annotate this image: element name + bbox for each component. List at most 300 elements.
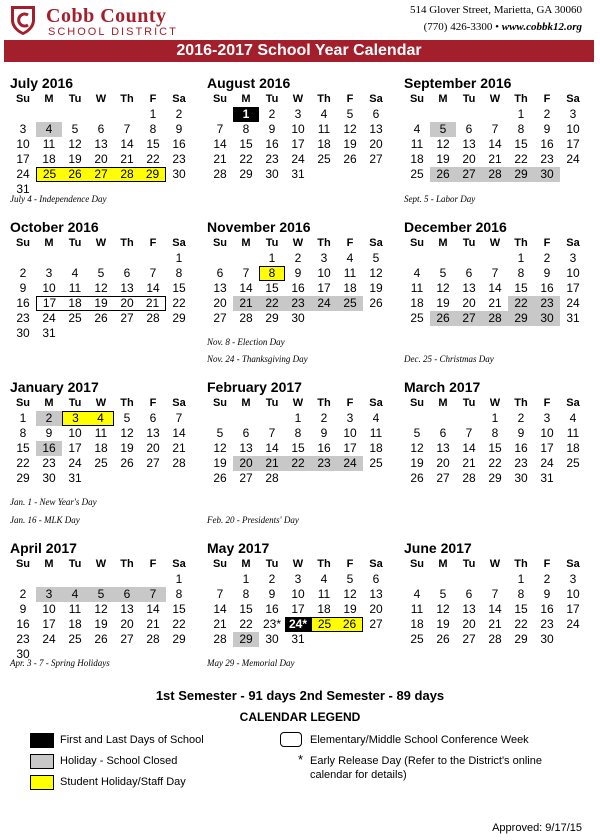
day-cell[interactable]: 24* bbox=[285, 617, 311, 632]
day-cell[interactable]: 18 bbox=[343, 281, 357, 295]
day-cell[interactable]: 30 bbox=[42, 471, 56, 485]
day-cell[interactable]: 23 bbox=[16, 632, 30, 646]
day-cell[interactable]: 7 bbox=[242, 266, 250, 280]
day-cell[interactable]: 16 bbox=[16, 296, 30, 310]
day-cell[interactable]: 12 bbox=[94, 281, 108, 295]
day-cell[interactable]: 18 bbox=[68, 617, 82, 631]
day-cell[interactable]: 3 bbox=[45, 266, 53, 280]
day-cell[interactable]: 20 bbox=[114, 296, 140, 311]
day-cell[interactable]: 7 bbox=[491, 122, 499, 136]
day-cell[interactable]: 4 bbox=[71, 266, 79, 280]
day-cell[interactable]: 15 bbox=[514, 281, 528, 295]
day-cell[interactable]: 12 bbox=[68, 137, 82, 151]
day-cell[interactable]: 28 bbox=[482, 167, 508, 182]
day-cell[interactable]: 4 bbox=[62, 587, 88, 602]
day-cell[interactable]: 22 bbox=[514, 152, 528, 166]
day-cell[interactable]: 23 bbox=[265, 152, 279, 166]
day-cell[interactable]: 15 bbox=[488, 441, 502, 455]
day-cell[interactable]: 25 bbox=[68, 632, 82, 646]
day-cell[interactable]: 9 bbox=[294, 266, 302, 280]
day-cell[interactable]: 1 bbox=[233, 107, 259, 122]
day-cell[interactable]: 20 bbox=[462, 617, 476, 631]
day-cell[interactable]: 13 bbox=[369, 587, 383, 601]
day-cell[interactable]: 10 bbox=[566, 122, 580, 136]
day-cell[interactable]: 20 bbox=[462, 296, 476, 310]
day-cell[interactable]: 24 bbox=[68, 456, 82, 470]
day-cell[interactable]: 14 bbox=[488, 602, 502, 616]
day-cell[interactable]: 2 bbox=[320, 411, 328, 425]
day-cell[interactable]: 21 bbox=[488, 152, 502, 166]
day-cell[interactable]: 8 bbox=[491, 426, 499, 440]
day-cell[interactable]: 25 bbox=[94, 456, 108, 470]
day-cell[interactable]: 4 bbox=[413, 266, 421, 280]
day-cell[interactable]: 21 bbox=[140, 296, 166, 311]
day-cell[interactable]: 26 bbox=[343, 152, 357, 166]
day-cell[interactable]: 13 bbox=[120, 602, 134, 616]
day-cell[interactable]: 1 bbox=[294, 411, 302, 425]
day-cell[interactable]: 9 bbox=[175, 122, 183, 136]
day-cell[interactable]: 3 bbox=[294, 107, 302, 121]
day-cell[interactable]: 26 bbox=[120, 456, 134, 470]
day-cell[interactable]: 2 bbox=[19, 266, 27, 280]
day-cell[interactable]: 9 bbox=[543, 266, 551, 280]
day-cell[interactable]: 16 bbox=[540, 602, 554, 616]
day-cell[interactable]: 6 bbox=[114, 587, 140, 602]
day-cell[interactable]: 16 bbox=[317, 441, 331, 455]
day-cell[interactable]: 22 bbox=[239, 617, 253, 631]
day-cell[interactable]: 30 bbox=[540, 632, 554, 646]
day-cell[interactable]: 16 bbox=[514, 441, 528, 455]
day-cell[interactable]: 16 bbox=[36, 441, 62, 456]
day-cell[interactable]: 18 bbox=[369, 441, 383, 455]
day-cell[interactable]: 15 bbox=[16, 441, 30, 455]
day-cell[interactable]: 6 bbox=[97, 122, 105, 136]
day-cell[interactable]: 16 bbox=[540, 137, 554, 151]
day-cell[interactable]: 24 bbox=[42, 632, 56, 646]
day-cell[interactable]: 30 bbox=[16, 647, 30, 661]
day-cell[interactable]: 26 bbox=[410, 471, 424, 485]
day-cell[interactable]: 23 bbox=[540, 617, 554, 631]
day-cell[interactable]: 18 bbox=[62, 296, 88, 311]
day-cell[interactable]: 15 bbox=[265, 281, 279, 295]
day-cell[interactable]: 7 bbox=[268, 426, 276, 440]
day-cell[interactable]: 19 bbox=[369, 281, 383, 295]
day-cell[interactable]: 16 bbox=[265, 137, 279, 151]
day-cell[interactable]: 6 bbox=[372, 572, 380, 586]
day-cell[interactable]: 27 bbox=[120, 311, 134, 325]
day-cell[interactable]: 19 bbox=[68, 152, 82, 166]
day-cell[interactable]: 10 bbox=[540, 426, 554, 440]
day-cell[interactable]: 3 bbox=[320, 251, 328, 265]
day-cell[interactable]: 29 bbox=[140, 167, 166, 182]
day-cell[interactable]: 14 bbox=[213, 602, 227, 616]
day-cell[interactable]: 15 bbox=[172, 281, 186, 295]
day-cell[interactable]: 2 bbox=[543, 251, 551, 265]
day-cell[interactable]: 1 bbox=[491, 411, 499, 425]
day-cell[interactable]: 27 bbox=[239, 471, 253, 485]
day-cell[interactable]: 18 bbox=[410, 617, 424, 631]
day-cell[interactable]: 2 bbox=[543, 107, 551, 121]
day-cell[interactable]: 3 bbox=[62, 411, 88, 426]
day-cell[interactable]: 22 bbox=[514, 617, 528, 631]
day-cell[interactable]: 5 bbox=[97, 266, 105, 280]
day-cell[interactable]: 28 bbox=[265, 471, 279, 485]
day-cell[interactable]: 11 bbox=[343, 266, 357, 280]
day-cell[interactable]: 19 bbox=[436, 152, 450, 166]
day-cell[interactable]: 1 bbox=[517, 572, 525, 586]
day-cell[interactable]: 22 bbox=[239, 152, 253, 166]
day-cell[interactable]: 15 bbox=[239, 602, 253, 616]
day-cell[interactable]: 10 bbox=[566, 587, 580, 601]
day-cell[interactable]: 3 bbox=[36, 587, 62, 602]
day-cell[interactable]: 23 bbox=[16, 311, 30, 325]
day-cell[interactable]: 19 bbox=[213, 456, 227, 470]
day-cell[interactable]: 12 bbox=[410, 441, 424, 455]
day-cell[interactable]: 3 bbox=[346, 411, 354, 425]
day-cell[interactable]: 10 bbox=[291, 122, 305, 136]
day-cell[interactable]: 4 bbox=[36, 122, 62, 137]
day-cell[interactable]: 19 bbox=[120, 441, 134, 455]
day-cell[interactable]: 5 bbox=[71, 122, 79, 136]
day-cell[interactable]: 11 bbox=[317, 587, 331, 601]
day-cell[interactable]: 24 bbox=[566, 152, 580, 166]
day-cell[interactable]: 10 bbox=[42, 281, 56, 295]
day-cell[interactable]: 3 bbox=[569, 572, 577, 586]
day-cell[interactable]: 31 bbox=[68, 471, 82, 485]
day-cell[interactable]: 23 bbox=[311, 456, 337, 471]
day-cell[interactable]: 18 bbox=[317, 602, 331, 616]
day-cell[interactable]: 2 bbox=[268, 572, 276, 586]
day-cell[interactable]: 14 bbox=[172, 426, 186, 440]
day-cell[interactable]: 9 bbox=[268, 587, 276, 601]
day-cell[interactable]: 28 bbox=[488, 632, 502, 646]
day-cell[interactable]: 15 bbox=[514, 137, 528, 151]
day-cell[interactable]: 1 bbox=[175, 251, 183, 265]
day-cell[interactable]: 22 bbox=[259, 296, 285, 311]
day-cell[interactable]: 31 bbox=[42, 326, 56, 340]
day-cell[interactable]: 9 bbox=[543, 122, 551, 136]
day-cell[interactable]: 12 bbox=[369, 266, 383, 280]
day-cell[interactable]: 21 bbox=[172, 441, 186, 455]
day-cell[interactable]: 16 bbox=[265, 602, 279, 616]
day-cell[interactable]: 22 bbox=[508, 296, 534, 311]
day-cell[interactable]: 21 bbox=[146, 617, 160, 631]
day-cell[interactable]: 27 bbox=[120, 632, 134, 646]
day-cell[interactable]: 25 bbox=[410, 311, 424, 325]
day-cell[interactable]: 7 bbox=[216, 122, 224, 136]
day-cell[interactable]: 29 bbox=[233, 632, 259, 647]
day-cell[interactable]: 21 bbox=[213, 617, 227, 631]
day-cell[interactable]: 5 bbox=[216, 426, 224, 440]
day-cell[interactable]: 28 bbox=[213, 167, 227, 181]
day-cell[interactable]: 17 bbox=[36, 296, 62, 311]
day-cell[interactable]: 25 bbox=[410, 167, 424, 181]
day-cell[interactable]: 28 bbox=[482, 311, 508, 326]
day-cell[interactable]: 30 bbox=[172, 167, 186, 181]
day-cell[interactable]: 27 bbox=[213, 311, 227, 325]
day-cell[interactable]: 8 bbox=[259, 266, 285, 281]
day-cell[interactable]: 2 bbox=[19, 587, 27, 601]
day-cell[interactable]: 2 bbox=[36, 411, 62, 426]
day-cell[interactable]: 3 bbox=[294, 572, 302, 586]
day-cell[interactable]: 27 bbox=[88, 167, 114, 182]
day-cell[interactable]: 28 bbox=[146, 632, 160, 646]
day-cell[interactable]: 10 bbox=[317, 266, 331, 280]
day-cell[interactable]: 13 bbox=[462, 137, 476, 151]
day-cell[interactable]: 26 bbox=[430, 311, 456, 326]
day-cell[interactable]: 13 bbox=[369, 122, 383, 136]
day-cell[interactable]: 7 bbox=[491, 587, 499, 601]
day-cell[interactable]: 6 bbox=[372, 107, 380, 121]
day-cell[interactable]: 28 bbox=[146, 311, 160, 325]
day-cell[interactable]: 24 bbox=[566, 296, 580, 310]
day-cell[interactable]: 24 bbox=[566, 617, 580, 631]
day-cell[interactable]: 4 bbox=[413, 587, 421, 601]
day-cell[interactable]: 6 bbox=[465, 122, 473, 136]
day-cell[interactable]: 1 bbox=[19, 411, 27, 425]
day-cell[interactable]: 11 bbox=[410, 281, 424, 295]
day-cell[interactable]: 13 bbox=[462, 281, 476, 295]
day-cell[interactable]: 29 bbox=[508, 167, 534, 182]
day-cell[interactable]: 7 bbox=[123, 122, 131, 136]
day-cell[interactable]: 21 bbox=[120, 152, 134, 166]
day-cell[interactable]: 4 bbox=[320, 107, 328, 121]
day-cell[interactable]: 21 bbox=[259, 456, 285, 471]
day-cell[interactable]: 25 bbox=[410, 632, 424, 646]
day-cell[interactable]: 6 bbox=[439, 426, 447, 440]
day-cell[interactable]: 30 bbox=[16, 326, 30, 340]
day-cell[interactable]: 12 bbox=[436, 281, 450, 295]
day-cell[interactable]: 11 bbox=[369, 426, 383, 440]
day-cell[interactable]: 31 bbox=[540, 471, 554, 485]
day-cell[interactable]: 27 bbox=[456, 311, 482, 326]
day-cell[interactable]: 26 bbox=[62, 167, 88, 182]
day-cell[interactable]: 6 bbox=[465, 587, 473, 601]
day-cell[interactable]: 27 bbox=[369, 152, 383, 166]
day-cell[interactable]: 21 bbox=[488, 617, 502, 631]
day-cell[interactable]: 8 bbox=[175, 266, 183, 280]
day-cell[interactable]: 10 bbox=[16, 137, 30, 151]
day-cell[interactable]: 5 bbox=[413, 426, 421, 440]
day-cell[interactable]: 18 bbox=[94, 441, 108, 455]
day-cell[interactable]: 22 bbox=[16, 456, 30, 470]
day-cell[interactable]: 12 bbox=[120, 426, 134, 440]
day-cell[interactable]: 23 bbox=[172, 152, 186, 166]
day-cell[interactable]: 9 bbox=[543, 587, 551, 601]
day-cell[interactable]: 3 bbox=[569, 107, 577, 121]
day-cell[interactable]: 3 bbox=[569, 251, 577, 265]
day-cell[interactable]: 12 bbox=[343, 122, 357, 136]
day-cell[interactable]: 25 bbox=[566, 456, 580, 470]
day-cell[interactable]: 27 bbox=[456, 167, 482, 182]
day-cell[interactable]: 16 bbox=[172, 137, 186, 151]
day-cell[interactable]: 13 bbox=[94, 137, 108, 151]
day-cell[interactable]: 20 bbox=[436, 456, 450, 470]
day-cell[interactable]: 23 bbox=[534, 296, 560, 311]
day-cell[interactable]: 14 bbox=[488, 281, 502, 295]
day-cell[interactable]: 1 bbox=[517, 251, 525, 265]
day-cell[interactable]: 2 bbox=[517, 411, 525, 425]
day-cell[interactable]: 24 bbox=[16, 167, 30, 181]
day-cell[interactable]: 23* bbox=[262, 617, 282, 631]
day-cell[interactable]: 23 bbox=[285, 296, 311, 311]
day-cell[interactable]: 26 bbox=[94, 632, 108, 646]
day-cell[interactable]: 8 bbox=[175, 587, 183, 601]
district-logo[interactable] bbox=[8, 4, 208, 38]
day-cell[interactable]: 7 bbox=[465, 426, 473, 440]
day-cell[interactable]: 8 bbox=[19, 426, 27, 440]
day-cell[interactable]: 6 bbox=[242, 426, 250, 440]
day-cell[interactable]: 29 bbox=[172, 632, 186, 646]
day-cell[interactable]: 31 bbox=[16, 182, 30, 196]
day-cell[interactable]: 8 bbox=[242, 587, 250, 601]
day-cell[interactable]: 16 bbox=[291, 281, 305, 295]
day-cell[interactable]: 28 bbox=[114, 167, 140, 182]
district-website-link[interactable]: www.cobbk12.org bbox=[501, 21, 582, 33]
day-cell[interactable]: 12 bbox=[436, 137, 450, 151]
day-cell[interactable]: 20 bbox=[120, 617, 134, 631]
day-cell[interactable]: 19 bbox=[410, 456, 424, 470]
day-cell[interactable]: 25 bbox=[311, 617, 337, 632]
day-cell[interactable]: 17 bbox=[317, 281, 331, 295]
day-cell[interactable]: 8 bbox=[149, 122, 157, 136]
day-cell[interactable]: 19 bbox=[343, 137, 357, 151]
day-cell[interactable]: 14 bbox=[239, 281, 253, 295]
day-cell[interactable]: 19 bbox=[88, 296, 114, 311]
day-cell[interactable]: 26 bbox=[369, 296, 383, 310]
day-cell[interactable]: 5 bbox=[430, 122, 456, 137]
day-cell[interactable]: 30 bbox=[291, 311, 305, 325]
day-cell[interactable]: 2 bbox=[294, 251, 302, 265]
day-cell[interactable]: 5 bbox=[372, 251, 380, 265]
day-cell[interactable]: 19 bbox=[436, 296, 450, 310]
day-cell[interactable]: 7 bbox=[216, 587, 224, 601]
day-cell[interactable]: 31 bbox=[291, 632, 305, 646]
day-cell[interactable]: 24 bbox=[42, 311, 56, 325]
day-cell[interactable]: 25 bbox=[317, 152, 331, 166]
day-cell[interactable]: 17 bbox=[540, 441, 554, 455]
day-cell[interactable]: 11 bbox=[317, 122, 331, 136]
day-cell[interactable]: 22 bbox=[146, 152, 160, 166]
day-cell[interactable]: 14 bbox=[120, 137, 134, 151]
day-cell[interactable]: 13 bbox=[213, 281, 227, 295]
day-cell[interactable]: 29 bbox=[239, 167, 253, 181]
day-cell[interactable]: 17 bbox=[42, 617, 56, 631]
day-cell[interactable]: 10 bbox=[291, 587, 305, 601]
day-cell[interactable]: 20 bbox=[369, 602, 383, 616]
day-cell[interactable]: 1 bbox=[242, 572, 250, 586]
day-cell[interactable]: 25 bbox=[36, 167, 62, 182]
day-cell[interactable]: 14 bbox=[146, 281, 160, 295]
day-cell[interactable]: 17 bbox=[566, 281, 580, 295]
day-cell[interactable]: 6 bbox=[216, 266, 224, 280]
day-cell[interactable]: 25 bbox=[369, 456, 383, 470]
day-cell[interactable]: 5 bbox=[346, 107, 354, 121]
day-cell[interactable]: 9 bbox=[268, 122, 276, 136]
day-cell[interactable]: 15 bbox=[291, 441, 305, 455]
day-cell[interactable]: 2 bbox=[268, 107, 276, 121]
day-cell[interactable]: 17 bbox=[566, 137, 580, 151]
day-cell[interactable]: 7 bbox=[491, 266, 499, 280]
day-cell[interactable]: 18 bbox=[317, 137, 331, 151]
day-cell[interactable]: 9 bbox=[517, 426, 525, 440]
day-cell[interactable]: 22 bbox=[488, 456, 502, 470]
day-cell[interactable]: 14 bbox=[213, 137, 227, 151]
day-cell[interactable]: 1 bbox=[268, 251, 276, 265]
day-cell[interactable]: 21 bbox=[462, 456, 476, 470]
day-cell[interactable]: 21 bbox=[233, 296, 259, 311]
day-cell[interactable]: 25 bbox=[337, 296, 363, 311]
day-cell[interactable]: 26 bbox=[337, 617, 363, 632]
day-cell[interactable]: 21 bbox=[488, 296, 502, 310]
day-cell[interactable]: 24 bbox=[291, 152, 305, 166]
day-cell[interactable]: 30 bbox=[534, 311, 560, 326]
day-cell[interactable]: 19 bbox=[343, 602, 357, 616]
day-cell[interactable]: 9 bbox=[19, 281, 27, 295]
day-cell[interactable]: 8 bbox=[294, 426, 302, 440]
day-cell[interactable]: 10 bbox=[42, 602, 56, 616]
day-cell[interactable]: 29 bbox=[514, 632, 528, 646]
day-cell[interactable]: 11 bbox=[410, 602, 424, 616]
day-cell[interactable]: 8 bbox=[517, 266, 525, 280]
day-cell[interactable]: 26 bbox=[436, 632, 450, 646]
day-cell[interactable]: 26 bbox=[430, 167, 456, 182]
day-cell[interactable]: 5 bbox=[439, 587, 447, 601]
day-cell[interactable]: 10 bbox=[343, 426, 357, 440]
day-cell[interactable]: 23 bbox=[42, 456, 56, 470]
day-cell[interactable]: 10 bbox=[566, 266, 580, 280]
day-cell[interactable]: 5 bbox=[88, 587, 114, 602]
day-cell[interactable]: 9 bbox=[19, 602, 27, 616]
day-cell[interactable]: 13 bbox=[436, 441, 450, 455]
day-cell[interactable]: 5 bbox=[439, 266, 447, 280]
day-cell[interactable]: 19 bbox=[94, 617, 108, 631]
day-cell[interactable]: 24 bbox=[540, 456, 554, 470]
day-cell[interactable]: 15 bbox=[146, 137, 160, 151]
day-cell[interactable]: 26 bbox=[94, 311, 108, 325]
day-cell[interactable]: 25 bbox=[68, 311, 82, 325]
day-cell[interactable]: 4 bbox=[569, 411, 577, 425]
day-cell[interactable]: 13 bbox=[146, 426, 160, 440]
day-cell[interactable]: 17 bbox=[68, 441, 82, 455]
day-cell[interactable]: 22 bbox=[285, 456, 311, 471]
day-cell[interactable]: 29 bbox=[172, 311, 186, 325]
day-cell[interactable]: 11 bbox=[566, 426, 580, 440]
day-cell[interactable]: 7 bbox=[149, 266, 157, 280]
day-cell[interactable]: 31 bbox=[291, 167, 305, 181]
day-cell[interactable]: 11 bbox=[68, 602, 82, 616]
day-cell[interactable]: 4 bbox=[346, 251, 354, 265]
day-cell[interactable]: 9 bbox=[45, 426, 53, 440]
day-cell[interactable]: 27 bbox=[462, 632, 476, 646]
day-cell[interactable]: 20 bbox=[369, 137, 383, 151]
day-cell[interactable]: 10 bbox=[68, 426, 82, 440]
day-cell[interactable]: 4 bbox=[320, 572, 328, 586]
day-cell[interactable]: 30 bbox=[265, 632, 279, 646]
day-cell[interactable]: 30 bbox=[534, 167, 560, 182]
day-cell[interactable]: 8 bbox=[517, 587, 525, 601]
day-cell[interactable]: 16 bbox=[16, 617, 30, 631]
day-cell[interactable]: 15 bbox=[239, 137, 253, 151]
day-cell[interactable]: 12 bbox=[436, 602, 450, 616]
day-cell[interactable]: 29 bbox=[16, 471, 30, 485]
day-cell[interactable]: 29 bbox=[508, 311, 534, 326]
day-cell[interactable]: 18 bbox=[410, 152, 424, 166]
day-cell[interactable]: 17 bbox=[291, 602, 305, 616]
day-cell[interactable]: 28 bbox=[239, 311, 253, 325]
day-cell[interactable]: 8 bbox=[517, 122, 525, 136]
day-cell[interactable]: 2 bbox=[175, 107, 183, 121]
